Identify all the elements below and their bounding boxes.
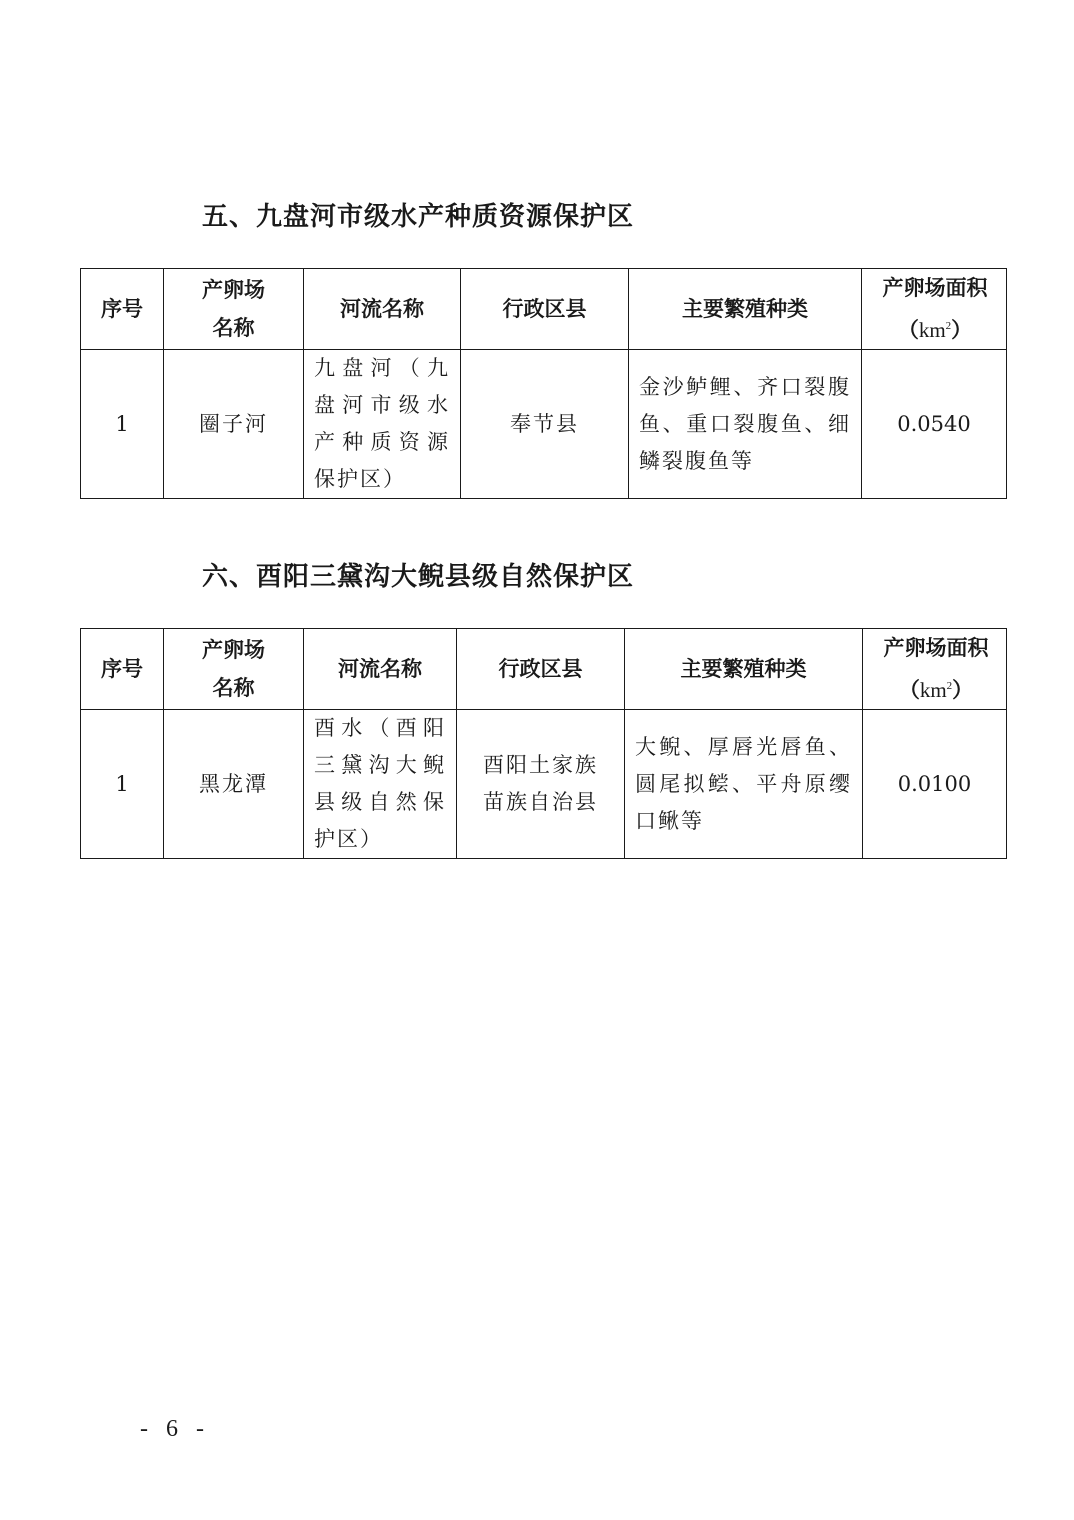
header-area-close: ） (951, 318, 973, 342)
table-header-row (81, 269, 1007, 350)
header-area-label: 产卵场面积（ (883, 636, 989, 702)
cell-county: 奉节县 (461, 350, 629, 499)
table-row (81, 350, 1007, 499)
header-area-label: 产卵场面积（ (882, 276, 988, 342)
section-title: 六、酉阳三黛沟大鲵县级自然保护区 (202, 562, 635, 592)
cell-no: 1 (81, 350, 164, 499)
header-area-unit: $km^2$ (919, 678, 953, 702)
cell-site-name: 黑龙潭 (164, 710, 304, 859)
table-row (81, 710, 1007, 859)
table-header-row (81, 629, 1007, 710)
spawning-site-table (80, 268, 1007, 499)
cell-species: 大鲵、厚唇光唇鱼、圆尾拟鲿、平舟原缨口鳅等 (625, 710, 863, 859)
cell-site-name: 圈子河 (164, 350, 304, 499)
spawning-site-table (80, 628, 1007, 859)
header-site-name-label: 产卵场名称 (202, 638, 265, 700)
cell-species: 金沙鲈鲤、齐口裂腹鱼、重口裂腹鱼、细鳞裂腹鱼等 (629, 350, 862, 499)
header-species: 主要繁殖种类 (625, 629, 863, 710)
page-number: - 6 - (140, 1416, 210, 1442)
cell-county: 酉阳土家族苗族自治县 (457, 710, 625, 859)
header-site-name (164, 269, 304, 350)
cell-area: 0.0100 (863, 710, 1007, 859)
header-area (863, 629, 1007, 710)
header-area-unit: $km^2$ (918, 318, 952, 342)
header-river: 河流名称 (304, 269, 461, 350)
header-no: 序号 (81, 629, 164, 710)
header-county: 行政区县 (457, 629, 625, 710)
header-site-name-label: 产卵场名称 (202, 278, 265, 340)
header-river: 河流名称 (304, 629, 457, 710)
cell-area: 0.0540 (862, 350, 1007, 499)
header-no: 序号 (81, 269, 164, 350)
cell-river: 酉水（酉阳三黛沟大鲵县级自然保护区） (304, 710, 457, 859)
cell-river: 九盘河（九盘河市级水产种质资源保护区） (304, 350, 461, 499)
cell-no: 1 (81, 710, 164, 859)
header-site-name (164, 629, 304, 710)
header-area-close: ） (952, 678, 974, 702)
header-species: 主要繁殖种类 (629, 269, 862, 350)
header-county: 行政区县 (461, 269, 629, 350)
header-area (862, 269, 1007, 350)
section-title: 五、九盘河市级水产种质资源保护区 (202, 202, 635, 232)
